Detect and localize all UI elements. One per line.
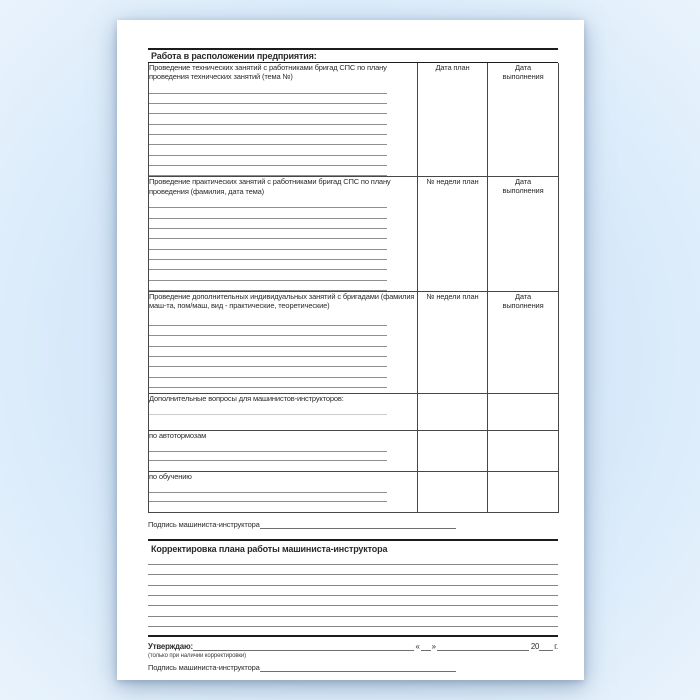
approve-line: [193, 642, 415, 651]
col-header-date-done: Дата выполнения: [488, 291, 559, 393]
table-row-practical-lessons: [149, 177, 559, 292]
blank-line: [149, 442, 387, 451]
empty-cell: [418, 393, 488, 430]
row-description: Проведение технических занятий с работниками бригад СПС по плану проведения технических занятий (тема №): [149, 62, 387, 81]
approve-row: [148, 642, 558, 652]
blank-line: [149, 84, 387, 94]
blank-line: [149, 452, 387, 461]
signature-line: [260, 663, 456, 672]
bottom-signature-row: [148, 663, 558, 673]
blank-line: [149, 114, 387, 124]
blank-line: [149, 378, 387, 388]
blank-line: [149, 198, 387, 208]
correction-section: [148, 539, 558, 637]
blank-line: [148, 565, 558, 575]
row-description: по обучению: [149, 471, 192, 481]
empty-cell: [488, 430, 559, 471]
blank-line: [149, 483, 387, 492]
blank-line: [148, 555, 558, 565]
document-page: [117, 20, 584, 680]
write-in-lines: [149, 483, 417, 501]
row-description: по автотормозам: [149, 430, 207, 440]
blank-line: [148, 606, 558, 616]
table-row-additional-questions: [149, 393, 559, 430]
blank-line: [149, 405, 387, 415]
approve-label: Утверждаю:: [148, 642, 193, 652]
signature-line: [260, 520, 456, 529]
signature-label: Подпись машиниста-инструктора: [148, 663, 260, 673]
table-row-technical-lessons: [149, 63, 559, 177]
write-in-lines: [149, 198, 417, 291]
blank-line: [149, 156, 387, 166]
table-row-air-brakes: [149, 430, 559, 471]
blank-line: [149, 281, 387, 291]
empty-cell: [418, 430, 488, 471]
blank-line: [149, 125, 387, 135]
row-description: Проведение дополнительных индивидуальных занятий с бригадами (фамилия маш-та, пом/маш, вид - практические, теоретические): [149, 291, 415, 311]
blank-line: [149, 270, 387, 280]
col-header-date-plan: Дата план: [418, 63, 488, 177]
correction-note: (только при наличии корректировки): [148, 653, 247, 660]
table-row-individual-lessons: [149, 291, 559, 393]
blank-line: [149, 104, 387, 114]
blank-line: [149, 316, 387, 326]
blank-line: [149, 250, 387, 260]
work-table: [148, 63, 559, 513]
empty-cell: [418, 471, 488, 512]
blank-line: [149, 166, 387, 176]
day-line: [421, 642, 431, 651]
blank-line: [149, 229, 387, 239]
col-header-date-done: Дата выполнения: [488, 177, 559, 292]
empty-cell: [488, 393, 559, 430]
blank-line: [149, 145, 387, 155]
blank-line: [149, 219, 387, 229]
blank-line: [148, 617, 558, 627]
blank-line: [148, 586, 558, 596]
blank-line: [149, 260, 387, 270]
table-row-training: [149, 471, 559, 512]
blank-line: [149, 208, 387, 218]
write-in-lines: [149, 84, 417, 177]
blank-line: [149, 367, 387, 377]
col-header-week-plan: № недели план: [418, 291, 488, 393]
form-content: [148, 48, 558, 673]
year-line: [539, 642, 553, 651]
row-description: Дополнительные вопросы для машинистов-инструкторов:: [149, 393, 344, 403]
blank-line: [149, 493, 387, 502]
instructor-signature-row: [148, 520, 558, 530]
year-suffix: г.: [554, 642, 558, 652]
date-quote-close: »: [431, 642, 436, 652]
col-header-week-plan: № недели план: [418, 177, 488, 292]
blank-line: [148, 575, 558, 585]
write-in-lines: [149, 316, 417, 388]
blank-line: [149, 357, 387, 367]
write-in-lines: [149, 405, 417, 415]
date-quote-open: «: [415, 642, 420, 652]
signature-label: Подпись машиниста-инструктора: [148, 520, 260, 530]
blank-line: [149, 347, 387, 357]
year-prefix: 20: [530, 642, 540, 652]
blank-line: [148, 596, 558, 606]
col-header-date-done: Дата выполнения: [488, 63, 559, 177]
form-section-title: Работа в расположении предприятия:: [148, 48, 558, 63]
write-in-lines: [149, 442, 417, 460]
blank-line: [149, 135, 387, 145]
blank-line: [149, 336, 387, 346]
blank-line: [149, 239, 387, 249]
row-description: Проведение практических занятий с работниками бригад СПС по плану проведения (фамилия, дата тема): [149, 177, 391, 196]
blank-line: [149, 326, 387, 336]
correction-title: Корректировка плана работы машиниста-инструктора: [151, 543, 388, 554]
month-line: [437, 642, 529, 651]
blank-line: [149, 94, 387, 104]
correction-write-in-lines: [148, 555, 558, 627]
empty-cell: [488, 471, 559, 512]
